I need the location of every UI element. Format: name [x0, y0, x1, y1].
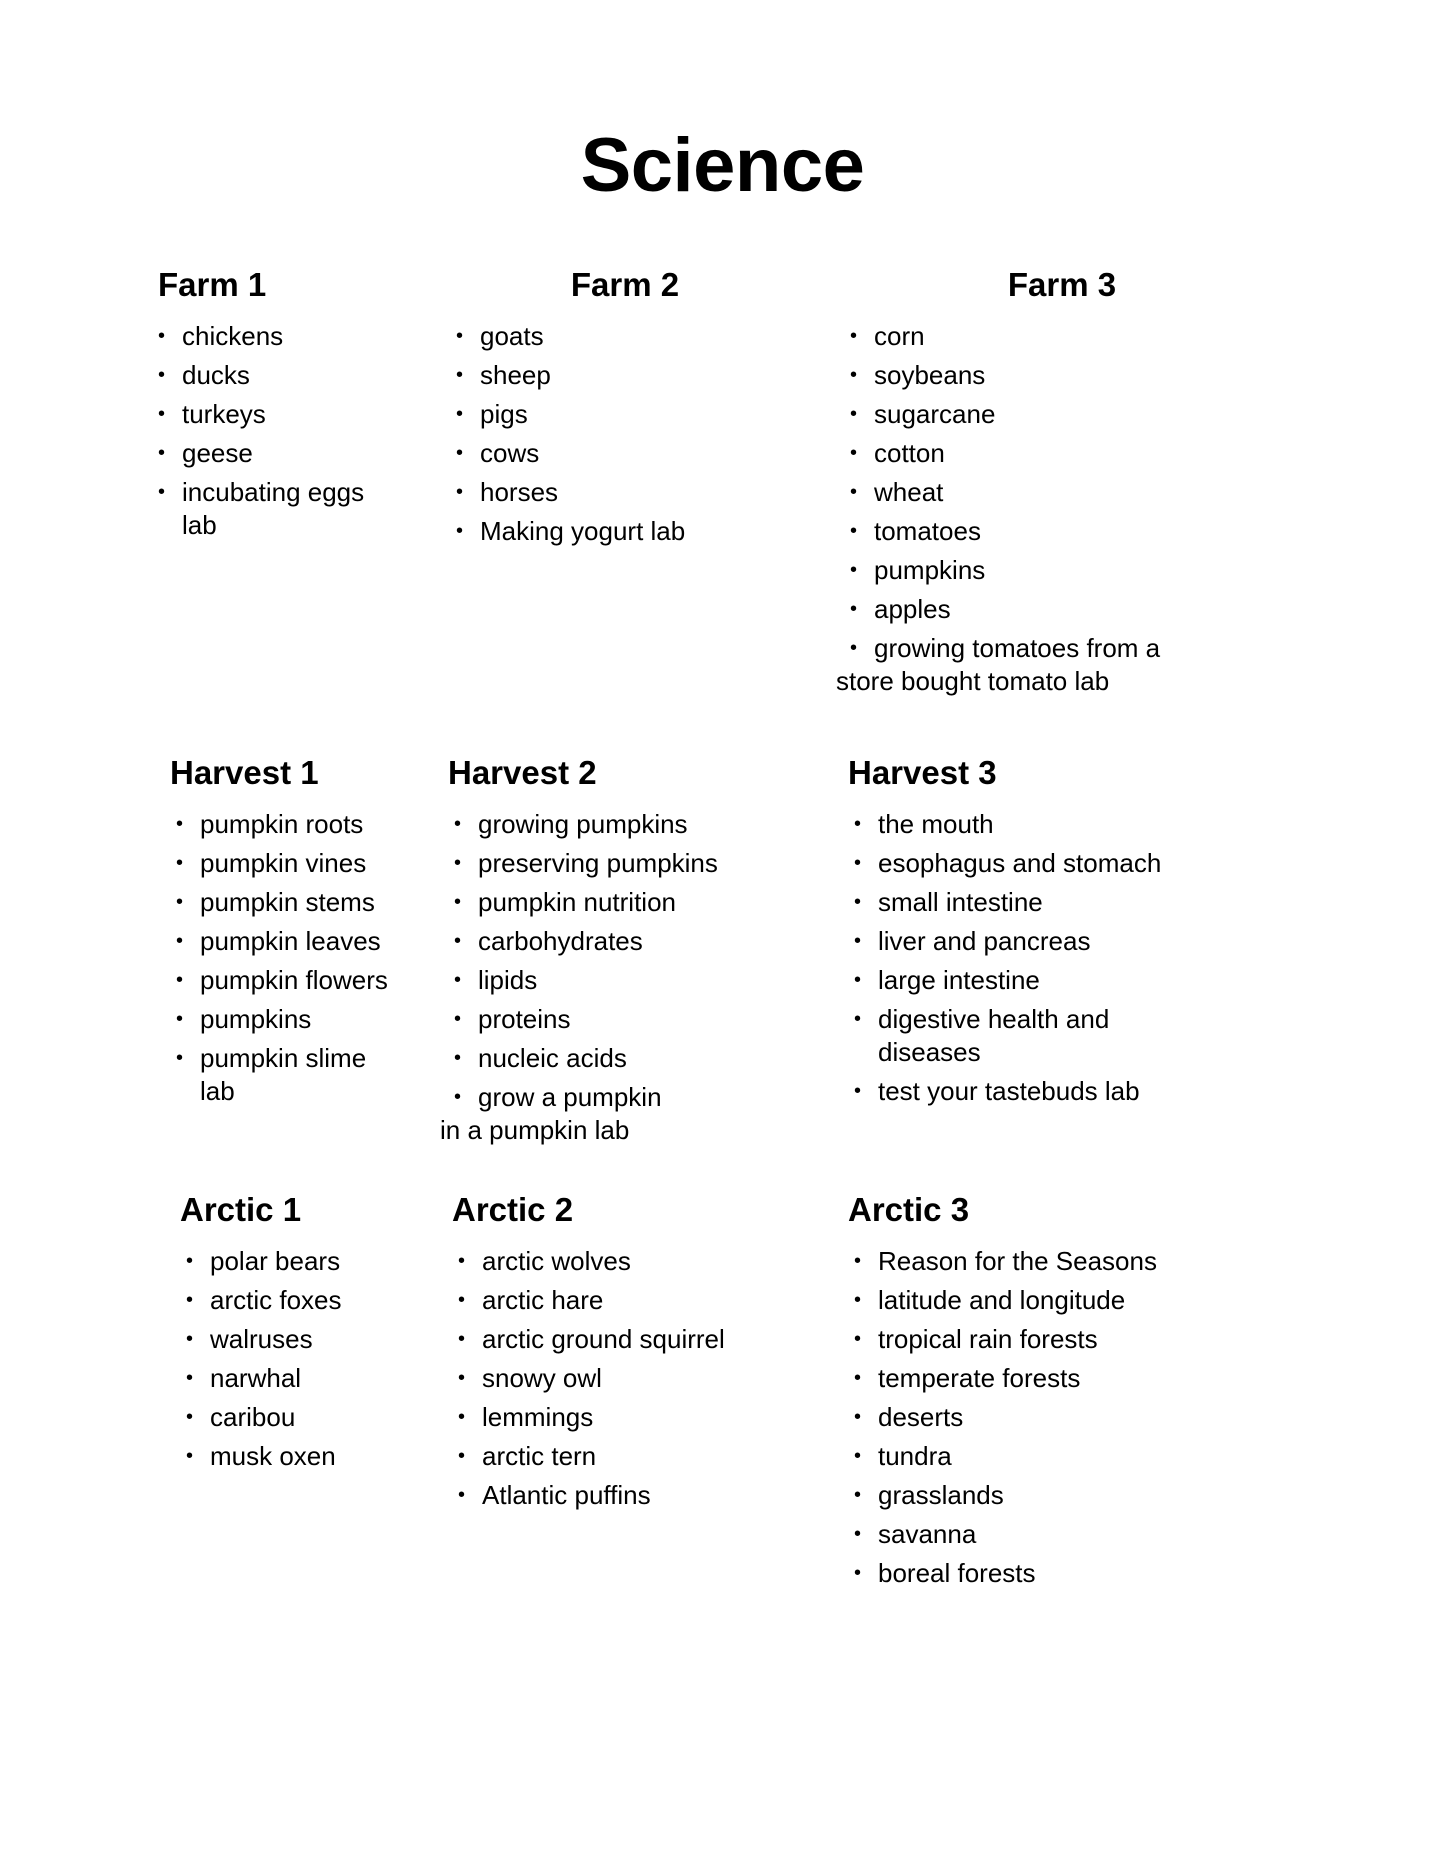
- list-item: [440, 1081, 800, 1147]
- section-farm-3: [800, 266, 1280, 704]
- list-item-label: cows: [480, 437, 540, 468]
- list-item-label: cotton: [874, 437, 945, 468]
- section-row-farm: [0, 266, 1445, 704]
- list-item: [844, 515, 1280, 548]
- list-item-label: the mouth: [878, 809, 994, 840]
- section-farm-1: [0, 266, 400, 548]
- topic-list-farm-1: [152, 320, 400, 542]
- section-harvest-3: [800, 754, 1280, 1114]
- list-item-label: pumpkin flowers: [200, 965, 388, 996]
- list-item-label: geese: [182, 437, 253, 468]
- section-harvest-1: [0, 754, 400, 1114]
- list-item: [170, 886, 400, 919]
- list-item: [452, 1245, 800, 1278]
- list-item-label: caribou: [210, 1402, 296, 1433]
- list-item-label: growing pumpkins: [478, 809, 688, 840]
- list-item: [170, 1003, 400, 1036]
- list-item-label: pumpkin stems: [200, 887, 375, 918]
- list-item: [848, 1003, 1280, 1069]
- topic-list-harvest-2: [440, 808, 800, 1147]
- list-item-label: tropical rain forests: [878, 1324, 1098, 1355]
- list-item-label: deserts: [878, 1402, 964, 1433]
- list-item: [848, 925, 1280, 958]
- list-item-label: corn: [874, 320, 925, 351]
- list-item: [448, 1042, 800, 1075]
- list-item: [848, 964, 1280, 997]
- section-harvest-2: [400, 754, 800, 1153]
- list-item-label: horses: [480, 477, 559, 507]
- list-item-label: lipids: [478, 965, 538, 996]
- topic-list-arctic-2: [452, 1245, 800, 1512]
- list-item: [848, 1284, 1280, 1317]
- topic-list-farm-3: [836, 320, 1280, 698]
- list-item-label: apples: [874, 594, 951, 625]
- list-item: [180, 1362, 400, 1395]
- list-item-label-continuation: in a pumpkin lab: [440, 1115, 630, 1146]
- section-title-arctic-1: Arctic 1: [180, 1191, 302, 1229]
- list-item: [152, 320, 400, 353]
- list-item: [152, 437, 400, 470]
- list-item-label-continuation: store bought tomato lab: [836, 666, 1110, 697]
- list-item: [170, 925, 400, 958]
- list-item: [848, 1479, 1280, 1512]
- list-item: [844, 359, 1280, 392]
- list-item-label: boreal forests: [878, 1558, 1036, 1589]
- sections-grid: [0, 266, 1445, 1596]
- list-item: [452, 1284, 800, 1317]
- list-item-label: pumpkin roots: [200, 809, 364, 840]
- list-item: [170, 964, 400, 997]
- topic-list-arctic-3: [848, 1245, 1280, 1590]
- list-item-label: narwhal: [210, 1363, 302, 1394]
- list-item-label: esophagus and stomach: [878, 848, 1162, 879]
- list-item-label: pumpkin vines: [200, 848, 367, 879]
- list-item: [848, 1075, 1280, 1108]
- list-item: [450, 359, 800, 392]
- list-item: [152, 398, 400, 431]
- list-item: [180, 1323, 400, 1356]
- section-row-harvest: [0, 754, 1445, 1153]
- list-item-label: pumpkin slime lab: [200, 1043, 367, 1107]
- list-item: [452, 1323, 800, 1356]
- list-item-label: arctic foxes: [210, 1285, 342, 1316]
- list-item: [844, 554, 1280, 587]
- list-item-label: sheep: [480, 359, 551, 390]
- list-item-label: chickens: [182, 320, 284, 351]
- list-item-label: ducks: [182, 359, 250, 390]
- list-item-label: arctic tern: [482, 1441, 597, 1472]
- list-item-label: Making yogurt lab: [480, 516, 686, 547]
- list-item-label: lemmings: [482, 1402, 594, 1433]
- list-item: [452, 1362, 800, 1395]
- list-item: [450, 398, 800, 431]
- section-arctic-3: [800, 1191, 1280, 1596]
- list-item: [170, 808, 400, 841]
- list-item-label: grasslands: [878, 1480, 1004, 1511]
- list-item: [848, 1440, 1280, 1473]
- topic-list-harvest-1: [170, 808, 400, 1108]
- list-item: [450, 320, 800, 353]
- list-item-label: sugarcane: [874, 398, 996, 429]
- section-arctic-2: [400, 1191, 800, 1518]
- list-item-label: large intestine: [878, 965, 1040, 996]
- list-item-label: tundra: [878, 1441, 952, 1472]
- list-item: [848, 808, 1280, 841]
- list-item: [848, 1557, 1280, 1590]
- section-title-arctic-2: Arctic 2: [452, 1191, 574, 1229]
- list-item: [452, 1479, 800, 1512]
- section-title-farm-1: Farm 1: [158, 266, 267, 303]
- list-item: [450, 437, 800, 470]
- list-item-label: wheat: [874, 477, 944, 507]
- list-item-label-continuation: diseases: [878, 1037, 981, 1068]
- list-item: [848, 1245, 1280, 1278]
- list-item-label: latitude and longitude: [878, 1285, 1126, 1316]
- topic-list-farm-2: [450, 320, 800, 548]
- list-item-label: liver and pancreas: [878, 926, 1091, 957]
- list-item-label: walruses: [210, 1324, 313, 1355]
- list-item: [844, 593, 1280, 626]
- list-item: [844, 437, 1280, 470]
- list-item-label: preserving pumpkins: [478, 848, 718, 879]
- list-item: [448, 808, 800, 841]
- section-title-harvest-3: Harvest 3: [848, 754, 997, 792]
- section-arctic-1: [0, 1191, 400, 1479]
- list-item-label: incubating eggs lab: [182, 477, 365, 541]
- list-item-label: arctic ground squirrel: [482, 1324, 725, 1355]
- list-item: [152, 476, 400, 542]
- list-item-label: Reason for the Seasons: [878, 1246, 1157, 1277]
- list-item: [848, 886, 1280, 919]
- topic-list-harvest-3: [848, 808, 1280, 1108]
- page-title: Science: [580, 123, 865, 208]
- list-item-label: pumpkins: [874, 555, 986, 586]
- list-item: [170, 847, 400, 880]
- list-item: [170, 1042, 400, 1108]
- list-item: [180, 1440, 400, 1473]
- list-item-label: pumpkin nutrition: [478, 887, 676, 918]
- section-title-harvest-2: Harvest 2: [448, 754, 597, 792]
- list-item-label: turkeys: [182, 398, 266, 429]
- list-item-label: soybeans: [874, 359, 986, 390]
- list-item-label: carbohydrates: [478, 926, 643, 957]
- section-title-harvest-1: Harvest 1: [170, 754, 319, 792]
- list-item: [448, 964, 800, 997]
- list-item-label: snowy owl: [482, 1363, 602, 1394]
- list-item: [448, 1003, 800, 1036]
- list-item-label: growing tomatoes from a: [874, 633, 1161, 664]
- list-item-label: polar bears: [210, 1246, 341, 1277]
- list-item: [848, 1323, 1280, 1356]
- list-item: [448, 886, 800, 919]
- list-item-label: pigs: [480, 398, 528, 429]
- list-item-label: test your tastebuds lab: [878, 1076, 1140, 1107]
- list-item-label: nucleic acids: [478, 1043, 627, 1074]
- list-item: [844, 398, 1280, 431]
- list-item-label: grow a pumpkin: [478, 1082, 662, 1113]
- list-item: [844, 476, 1280, 509]
- list-item-label: proteins: [478, 1004, 571, 1035]
- section-row-arctic: [0, 1191, 1445, 1596]
- list-item: [844, 320, 1280, 353]
- list-item-label: pumpkin leaves: [200, 926, 381, 957]
- list-item: [180, 1284, 400, 1317]
- list-item: [448, 925, 800, 958]
- topic-list-arctic-1: [180, 1245, 400, 1473]
- list-item-label: small intestine: [878, 887, 1043, 918]
- list-item: [180, 1401, 400, 1434]
- list-item-label: pumpkins: [200, 1004, 312, 1035]
- list-item-label: tomatoes: [874, 516, 981, 547]
- list-item-label: digestive health and: [878, 1004, 1110, 1035]
- list-item-label: arctic hare: [482, 1285, 604, 1316]
- list-item-label: goats: [480, 320, 544, 351]
- list-item-label: musk oxen: [210, 1441, 336, 1472]
- list-item: [450, 476, 800, 509]
- list-item: [848, 847, 1280, 880]
- section-title-farm-3: Farm 3: [1007, 266, 1117, 303]
- list-item-label: temperate forests: [878, 1363, 1081, 1394]
- list-item: [450, 515, 800, 548]
- list-item-label: arctic wolves: [482, 1246, 631, 1277]
- list-item-label: Atlantic puffins: [482, 1480, 651, 1511]
- list-item: [848, 1401, 1280, 1434]
- list-item: [848, 1518, 1280, 1551]
- list-item: [180, 1245, 400, 1278]
- list-item: [452, 1440, 800, 1473]
- list-item: [448, 847, 800, 880]
- list-item: [152, 359, 400, 392]
- list-item: [452, 1401, 800, 1434]
- list-item: [836, 632, 1280, 698]
- section-title-farm-2: Farm 2: [570, 266, 680, 303]
- section-title-arctic-3: Arctic 3: [848, 1191, 970, 1229]
- list-item: [848, 1362, 1280, 1395]
- list-item-label: savanna: [878, 1519, 977, 1550]
- section-farm-2: [400, 266, 800, 554]
